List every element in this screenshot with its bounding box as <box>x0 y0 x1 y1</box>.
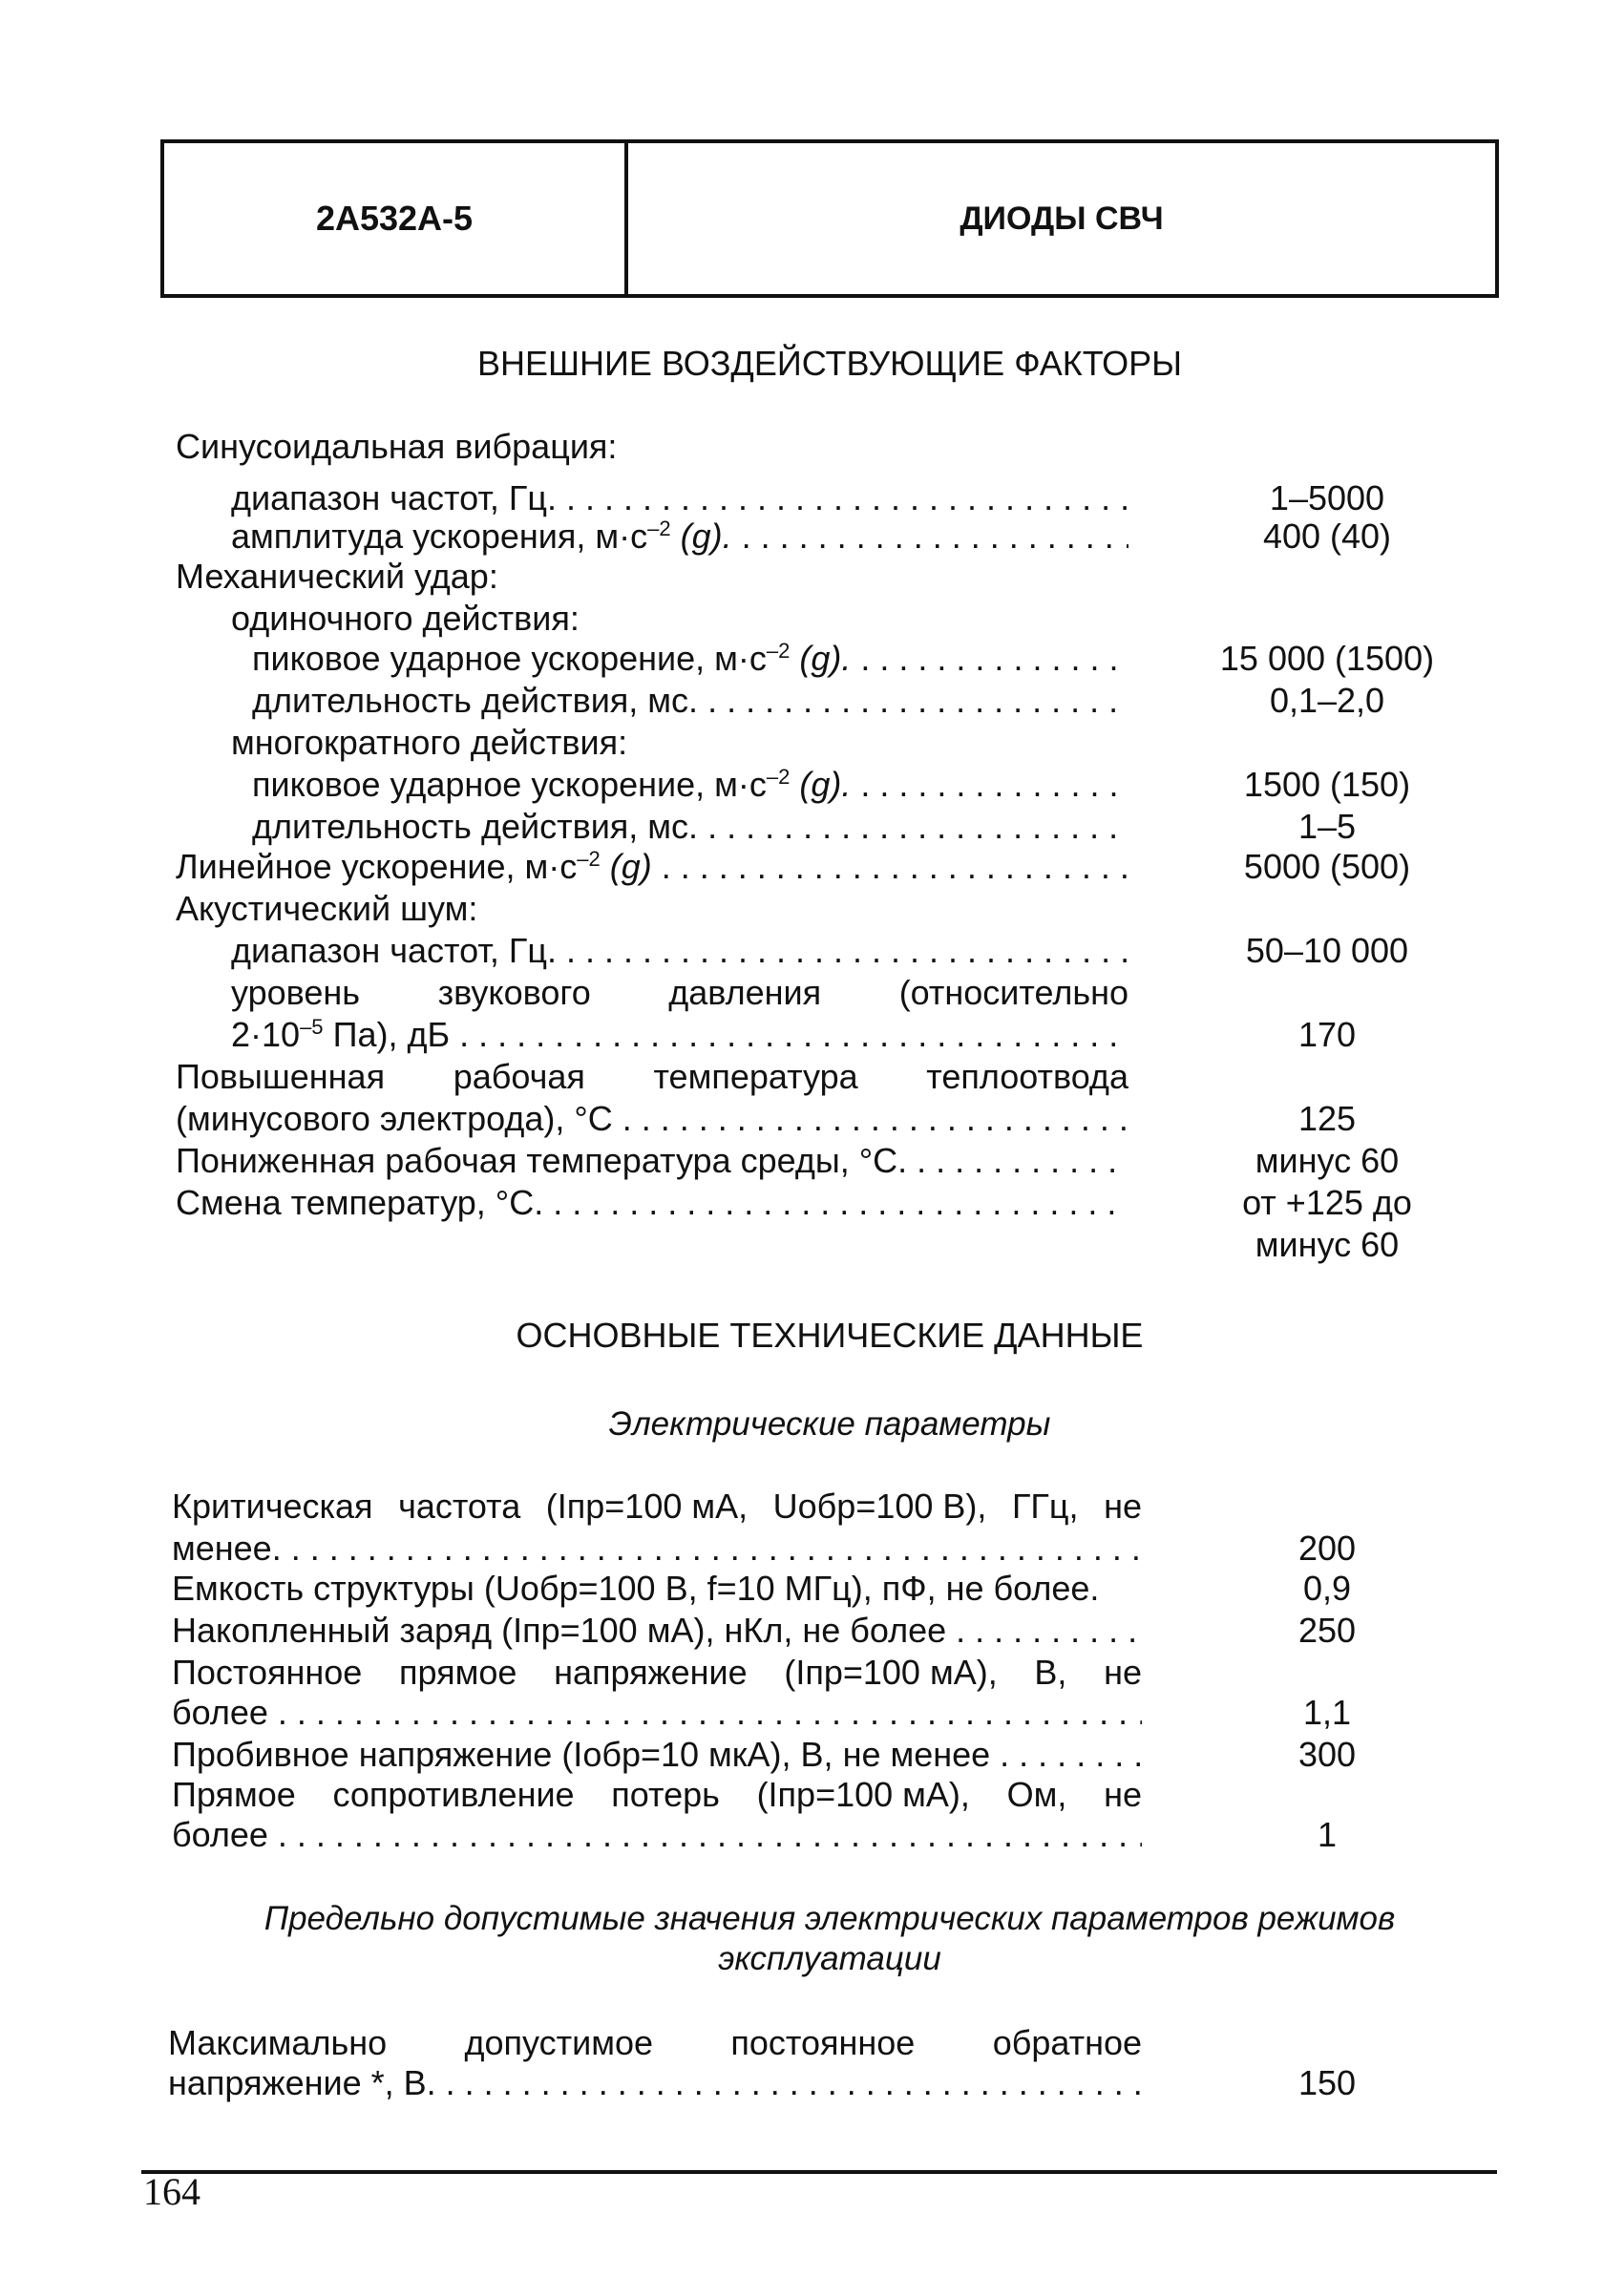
single-duration-value: 0,1–2,0 <box>1269 681 1385 720</box>
critical-frequency-label-line1: Критическая частота (Iпр=100 мА, Uобр=100 В), ГГц, не <box>172 1487 1142 1526</box>
vibration-frequency-label: диапазон частот, Гц. . . . <box>231 477 1128 519</box>
low-temp-value: минус 60 <box>1255 1141 1400 1180</box>
temp-change-label: Смена температур, °С. . . . <box>176 1182 1128 1224</box>
sound-pressure-label-line1: уровень звукового давления (относительно <box>231 973 1128 1012</box>
high-temp-label-line2: (минусового электрода), °С . . . <box>176 1098 1128 1140</box>
single-peak-accel-value: 15 000 (1500) <box>1219 639 1435 678</box>
acoustic-noise-heading: Акустический шум: <box>176 889 478 928</box>
sinus-vibration-heading: Синусоидальная вибрация: <box>176 427 618 466</box>
multi-duration-value: 1–5 <box>1297 807 1357 846</box>
electrical-params-subtitle: Электрические параметры <box>608 1405 1051 1443</box>
forward-voltage-label-line2: более . . . <box>172 1692 1142 1734</box>
single-action-heading: одиночного действия: <box>231 599 580 638</box>
acoustic-frequency-label: диапазон частот, Гц. . . . <box>231 930 1128 972</box>
temp-change-value-1: от +125 до <box>1242 1183 1412 1222</box>
multi-peak-accel-label: пиковое ударное ускорение, $м\cdot с^{-2}$ (g). . . . <box>252 764 1128 806</box>
loss-resistance-value: 1 <box>1317 1815 1338 1854</box>
vibration-frequency-value: 1–5000 <box>1269 478 1385 517</box>
page-number: 164 <box>143 2170 200 2213</box>
linear-accel-label: Линейное ускорение, $м\cdot с^{-2}$ (g) . . . <box>176 846 1128 888</box>
header-table <box>160 139 1499 298</box>
stored-charge-value: 250 <box>1297 1611 1357 1650</box>
single-duration-label: длительность действия, мс. . . . <box>252 680 1128 722</box>
footer-rule <box>141 2170 1497 2174</box>
limits-subtitle-line2: эксплуатации <box>718 1940 941 1977</box>
max-reverse-voltage-label-line1: Максимально допустимое постоянное обратное <box>168 2023 1142 2062</box>
vibration-acceleration-label: амплитуда ускорения, $м\cdot с^{-2}$ (g). . . . <box>231 516 1128 558</box>
max-reverse-voltage-value: 150 <box>1297 2063 1357 2102</box>
acoustic-frequency-value: 50–10 000 <box>1245 931 1409 970</box>
max-reverse-voltage-label-line2: напряжение *, В. . . . <box>168 2062 1142 2104</box>
stored-charge-label: Накопленный заряд (Iпр=100 мА), нКл, не более . . . <box>172 1610 1142 1652</box>
loss-resistance-label-line1: Прямое сопротивление потерь (Iпр=100 мА), Ом, не <box>172 1775 1142 1814</box>
critical-frequency-label-line2: менее. . . . <box>172 1528 1142 1570</box>
breakdown-voltage-value: 300 <box>1297 1735 1357 1774</box>
section-title-external-factors: ВНЕШНИЕ ВОЗДЕЙСТВУЮЩИЕ ФАКТОРЫ <box>476 344 1183 383</box>
multi-duration-label: длительность действия, мс. . . . <box>252 806 1128 848</box>
critical-frequency-value: 200 <box>1297 1529 1357 1568</box>
mechanical-shock-heading: Механический удар: <box>176 557 498 596</box>
forward-voltage-value: 1,1 <box>1302 1693 1352 1732</box>
loss-resistance-label-line2: более . . . <box>172 1814 1142 1856</box>
vibration-acceleration-value: 400 (40) <box>1262 517 1392 556</box>
forward-voltage-label-line1: Постоянное прямое напряжение (Iпр=100 мА), В, не <box>172 1653 1142 1692</box>
high-temp-label-line1: Повышенная рабочая температура теплоотвода <box>176 1057 1128 1096</box>
part-number: 2А532А-5 <box>164 143 628 294</box>
multi-action-heading: многократного действия: <box>231 723 628 762</box>
sound-pressure-label-line2: $2\cdot 10^{-5}$ Па), дБ . . . <box>231 1014 1128 1056</box>
sound-pressure-value: 170 <box>1297 1015 1357 1054</box>
capacitance-label: Емкость структуры (Uобр=100 В, f=10 МГц), пФ, не более. <box>172 1569 1100 1608</box>
multi-peak-accel-value: 1500 (150) <box>1243 765 1411 804</box>
temp-change-value-2: минус 60 <box>1255 1225 1400 1264</box>
section-title-tech-data: ОСНОВНЫЕ ТЕХНИЧЕСКИЕ ДАННЫЕ <box>516 1316 1144 1355</box>
high-temp-value: 125 <box>1297 1099 1357 1138</box>
single-peak-accel-label: пиковое ударное ускорение, $м\cdot с^{-2}$ (g). . . . <box>252 638 1128 680</box>
capacitance-value: 0,9 <box>1302 1569 1352 1608</box>
breakdown-voltage-label: Пробивное напряжение (Iобр=10 мкА), В, не менее . . . <box>172 1734 1142 1776</box>
low-temp-label: Пониженная рабочая температура среды, °С. . . . <box>176 1140 1128 1182</box>
limits-subtitle-line1: Предельно допустимые значения электрических параметров режимов <box>264 1900 1396 1937</box>
linear-accel-value: 5000 (500) <box>1243 847 1411 886</box>
device-category: ДИОДЫ СВЧ <box>960 200 1164 237</box>
